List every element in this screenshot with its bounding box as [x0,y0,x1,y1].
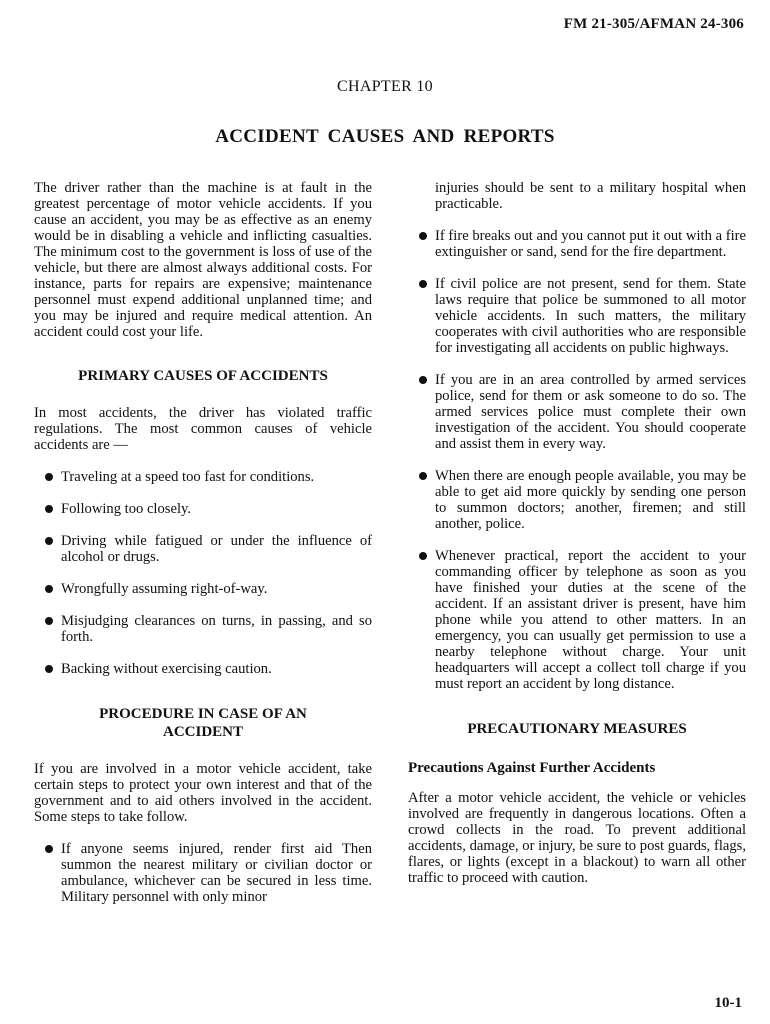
list-item: If you are in an area controlled by armed services police, send for them or ask someone to do so. The armed services police must complete their own investigation of the accident. You should cooperate and assist them in every way. [408,372,746,452]
list-item: Driving while fatigued or under the influence of alcohol or drugs. [34,533,372,565]
bullet-icon [45,473,53,481]
list-item: Traveling at a speed too fast for conditions. [34,469,372,485]
chapter-title: ACCIDENT CAUSES AND REPORTS [215,126,555,147]
continuation-paragraph: injuries should be sent to a military hospital when practicable. [435,180,746,212]
further-accidents-subheading: Precautions Against Further Accidents [408,760,656,776]
list-item: Wrongfully assuming right-of-way. [34,581,372,597]
document-code: FM 21-305/AFMAN 24-306 [563,16,744,32]
bullet-icon [45,845,53,853]
left-column [34,180,372,905]
list-item: Whenever practical, report the accident to your commanding officer by telephone as soon as you have finished your duties at the scene of the accident. If an assistant driver is present, have him phone while you attend to other matters. In an emergency, you can usually get permission to use a nearby telephone without charge. Your unit headquarters will accept a collect toll charge if you must report an accident by long distance. [408,548,746,692]
bullet-icon [419,232,427,240]
bullet-icon [419,280,427,288]
causes-list [34,469,372,677]
list-item: Following too closely. [34,501,372,517]
precautionary-heading: PRECAUTIONARY MEASURES [467,721,687,737]
procedure-steps-right [408,228,746,692]
bullet-icon [419,376,427,384]
list-item: If fire breaks out and you cannot put it out with a fire extinguisher or sand, send for the fire department. [408,228,746,260]
list-item: If anyone seems injured, render first aid Then summon the nearest military or civilian doctor or ambulance, whichever can be secured in less time. Military personnel with only minor [34,841,372,905]
primary-causes-heading: PRIMARY CAUSES OF ACCIDENTS [78,368,328,384]
bullet-icon [45,505,53,513]
page-number: 10-1 [714,995,742,1011]
list-item: Backing without exercising caution. [34,661,372,677]
further-accidents-paragraph: After a motor vehicle accident, the vehicle or vehicles involved are frequently in dangerous locations. Often a crowd collects in the road. To prevent additional accidents, damage, or injury, be sure to post guards, flags, flares, or lights (except in a blackout) to warn all other traffic to proceed with caution. [408,790,746,886]
procedure-heading: PROCEDURE IN CASE OF AN ACCIDENT [99,706,307,740]
bullet-icon [419,552,427,560]
list-item: Misjudging clearances on turns, in passing, and so forth. [34,613,372,645]
right-column [408,180,746,886]
bullet-icon [45,665,53,673]
intro-paragraph: The driver rather than the machine is at fault in the greatest percentage of motor vehicle accidents. If you cause an accident, you may be as effective as an enemy would be in disabling a vehicle and inflicting casualties. The minimum cost to the government is loss of use of the vehicle, but there are almost always additional costs. For instance, parts for repairs are expensive; maintenance personnel must expend additional unplanned time; and you may be injured and require medical attention. An accident could cost your life. [34,180,372,340]
bullet-icon [419,472,427,480]
list-item: If civil police are not present, send for them. State laws require that police be summoned to all motor vehicle accidents. In such matters, the military cooperates with civil authorities who are responsible for investigating all accidents on public highways. [408,276,746,356]
procedure-intro: If you are involved in a motor vehicle accident, take certain steps to protect your own interest and that of the government and to aid others involved in the accident. Some steps to take follow. [34,761,372,825]
primary-causes-intro: In most accidents, the driver has violated traffic regulations. The most common causes of vehicle accidents are — [34,405,372,453]
bullet-icon [45,585,53,593]
bullet-icon [45,537,53,545]
chapter-label: CHAPTER 10 [337,78,433,95]
bullet-icon [45,617,53,625]
procedure-steps-left [34,841,372,905]
list-item: When there are enough people available, you may be able to get aid more quickly by sending one person to summon doctors; another, firemen; and still another, police. [408,468,746,532]
